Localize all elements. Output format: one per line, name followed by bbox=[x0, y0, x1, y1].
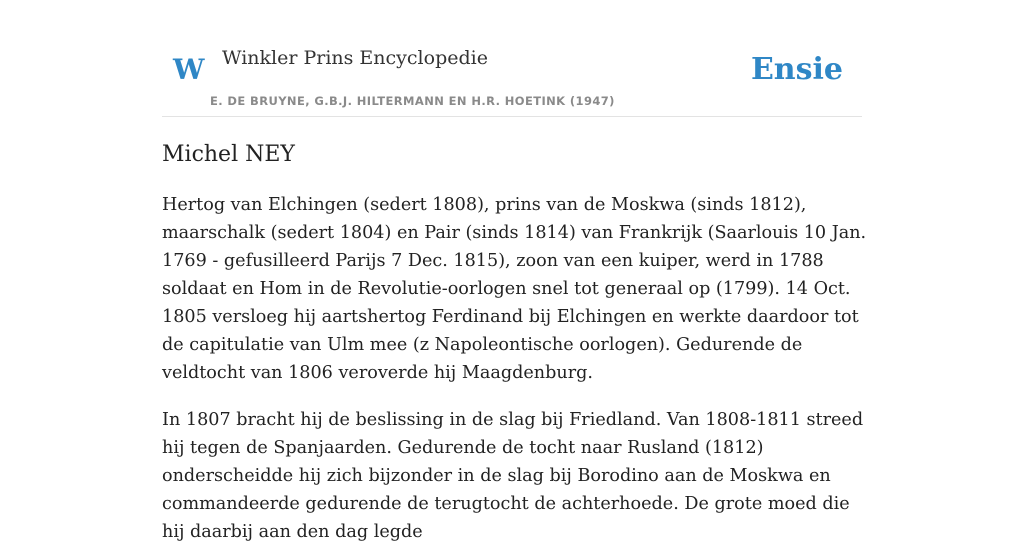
winkler-prins-logo[interactable]: W bbox=[173, 53, 205, 86]
authors-line: E. DE BRUYNE, G.B.J. HILTERMANN EN H.R. HOETINK (1947) bbox=[210, 94, 615, 108]
article-title: Michel NEY bbox=[162, 142, 295, 167]
article-paragraph: Hertog van Elchingen (sedert 1808), prins van de Moskwa (sinds 1812), maarschalk (sedert 1804) en Pair (sinds 1814) van Frankrijk (Saarlouis 10 Jan. 1769 - gefusilleerd Parijs 7 Dec. 1815), zoon van een kuiper, werd in 1788 soldaat en Hom in de Revolutie-oorlogen snel tot generaal op (1799). 14 Oct. 1805 versloeg hij aartshertog Ferdinand bij Elchingen en werkte daardoor tot de capitulatie van Ulm mee (z Napoleontische oorlogen). Gedurende de veldtocht van 1806 veroverde hij Maagdenburg. bbox=[162, 195, 867, 383]
ensie-brand-logo[interactable]: Ensie bbox=[750, 52, 843, 87]
site-header bbox=[162, 0, 862, 117]
site-title[interactable]: Winkler Prins Encyclopedie bbox=[222, 47, 488, 69]
article-paragraph: In 1807 bracht hij de beslissing in de slag bij Friedland. Van 1808-1811 streed hij tegen de Spanjaarden. Gedurende de tocht naar Rusland (1812) onderscheidde hij zich bijzonder in de slag bij Borodino aan de Moskwa en commandeerde gedurende de terugtocht de achterhoede. De grote moed die hij daarbij aan den dag legde bbox=[162, 410, 864, 542]
article bbox=[162, 138, 867, 546]
